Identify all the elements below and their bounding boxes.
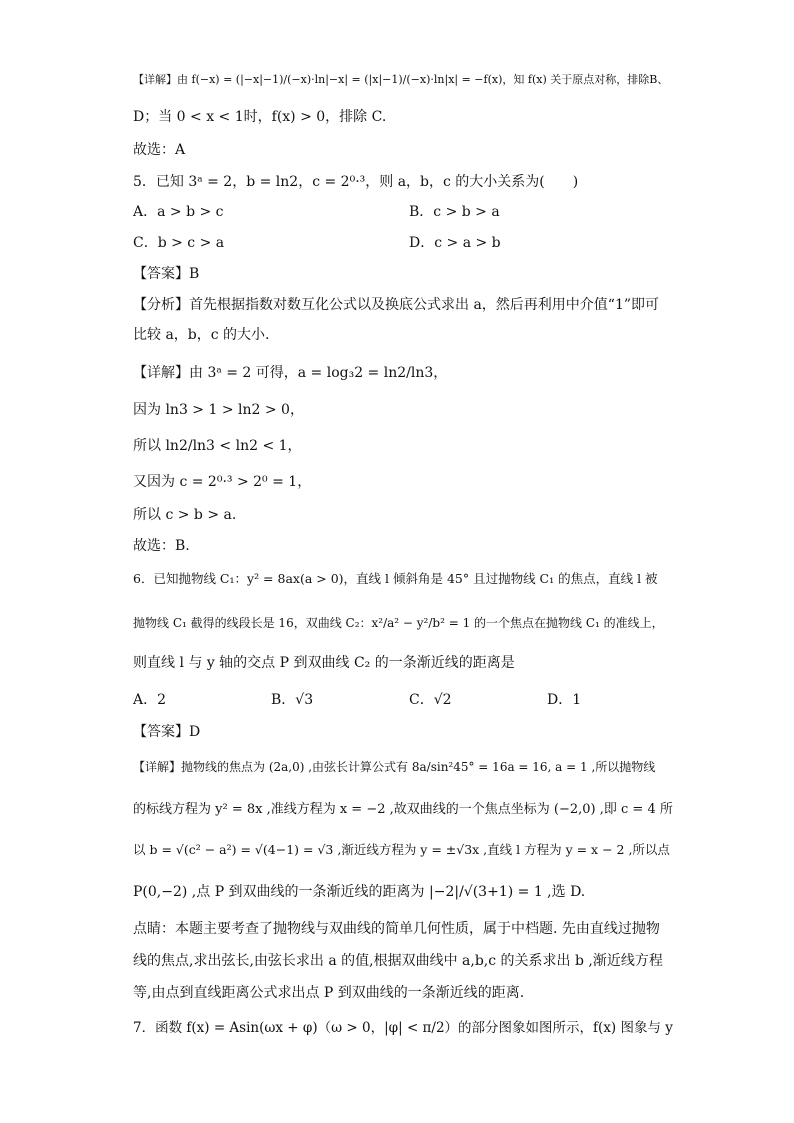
q6-option-c: C．√2 [409,692,452,708]
q5-options-row-1 [133,200,693,224]
q5-detail-line-4: 又因为 c = 2⁰·³ > 2⁰ = 1， [133,474,312,490]
q5-detail-line-1: 【详解】由 3ᵃ = 2 可得，a = log₃2 = ln2/ln3， [133,365,448,381]
q6-detail-line-3: 以 b = √(c² − a²) = √(4−1) = √3 ,渐近线方程为 y = ±√3x ,直线 l 方程为 y = x − 2 ,所以点 [133,842,670,857]
q5-options-row-2 [133,231,693,255]
q6-stem-line-3: 则直线 l 与 y 轴的交点 P 到双曲线 C₂ 的一条渐近线的距离是 [133,655,515,671]
q6-detail-line-4: P(0,−2) ,点 P 到双曲线的一条渐近线的距离为 |−2|/√(3+1) = 1 ,选 D. [133,884,586,900]
q6-stem-line-2: 抛物线 C₁ 截得的线段长是 16，双曲线 C₂：x²/a² − y²/b² = 1 的一个焦点在抛物线 C₁ 的准线上， [133,616,664,630]
q4-detail-line-1: 【详解】由 f(−x) = (|−x|−1)/(−x)·ln|−x| = (|x|−1)/(−x)·ln|x| = −f(x)，知 f(x) 关于原点对称，排除B、 [133,73,669,86]
q6-detail-line-1: 【详解】抛物线的焦点为 (2a,0) ,由弦长计算公式有 8a/sin²45° = 16a = 16, a = 1 ,所以抛物线 [133,760,656,774]
q6-remark-line-1: 点睛：本题主要考查了抛物线与双曲线的简单几何性质，属于中档题. 先由直线过抛物 [133,921,660,937]
q5-stem: 5．已知 3ᵃ = 2，b = ln2，c = 2⁰·³，则 a，b，c 的大小关系为( ) [133,174,579,190]
q6-option-b: B．√3 [271,692,314,708]
q5-analysis-line-1: 【分析】首先根据指数对数互化公式以及换底公式求出 a，然后再利用中介值“1”即可 [133,297,660,313]
q4-detail-line-2: D；当 0 < x < 1时，f(x) > 0，排除 C. [133,109,387,125]
q6-answer: 【答案】D [133,724,201,740]
q5-answer-choice: 故选：B. [133,538,190,554]
q5-option-a: A．a > b > c [133,204,224,220]
q6-option-d: D．1 [547,692,582,708]
q5-analysis-line-2: 比较 a，b，c 的大小. [133,327,270,343]
q5-detail-line-2: 因为 ln3 > 1 > ln2 > 0， [133,402,304,418]
q6-detail-line-2: 的标线方程为 y² = 8x ,准线方程为 x = −2 ,故双曲线的一个焦点坐标为 (−2,0) ,即 c = 4 所 [133,802,673,817]
q4-answer-choice: 故选：A [133,142,186,158]
q5-option-d: D．c > a > b [409,235,501,251]
q6-stem-line-1: 6．已知抛物线 C₁：y² = 8ax(a > 0)，直线 l 倾斜角是 45° 且过抛物线 C₁ 的焦点，直线 l 被 [133,571,658,586]
q5-option-b: B．c > b > a [409,204,500,220]
q6-options-row [133,688,693,712]
q7-stem-line-1: 7．函数 f(x) = Asin(ωx + φ)（ω > 0，|φ| < π/2）的部分图象如图所示，f(x) 图象与 y [133,1020,673,1036]
q6-option-a: A．2 [133,692,167,708]
q5-option-c: C．b > c > a [133,235,225,251]
q6-remark-line-3: 等,由点到直线距离公式求出点 P 到双曲线的一条渐近线的距离. [133,985,525,1001]
q5-detail-line-3: 所以 ln2/ln3 < ln2 < 1， [133,438,302,454]
q5-answer: 【答案】B [133,266,200,282]
q6-remark-line-2: 线的焦点,求出弦长,由弦长求出 a 的值,根据双曲线中 a,b,c 的关系求出 b ,渐近线方程 [133,953,663,969]
q5-detail-line-5: 所以 c > b > a. [133,507,237,523]
